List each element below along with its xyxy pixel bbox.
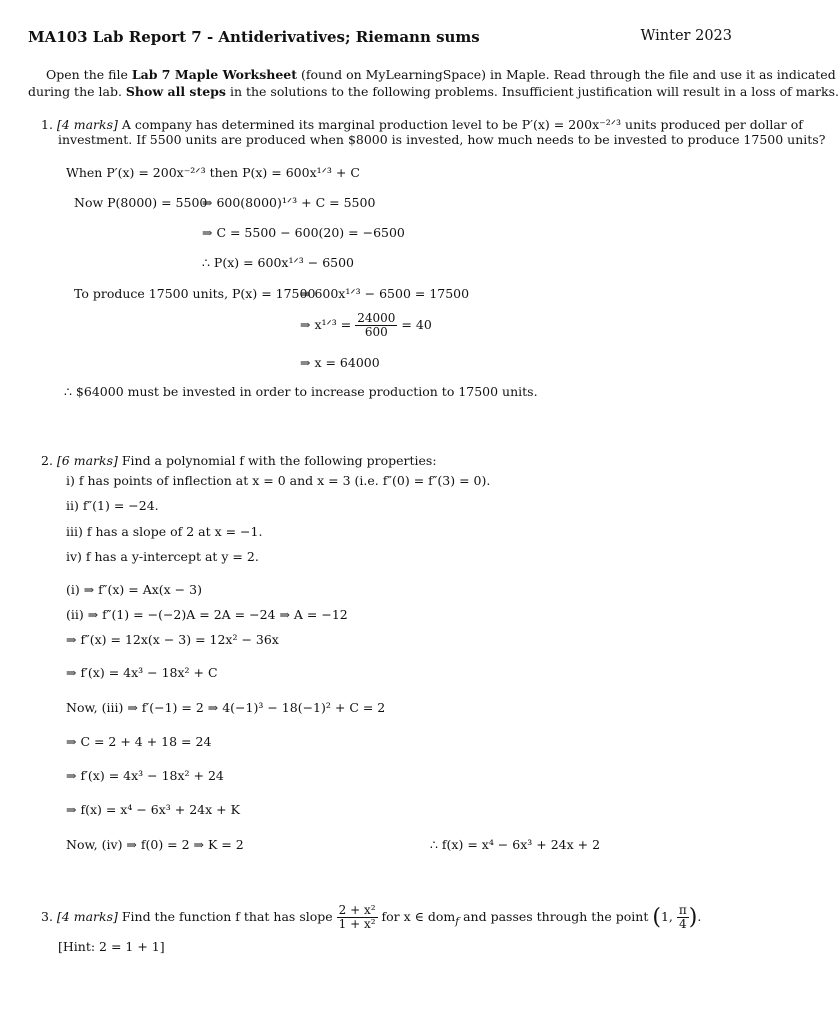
q2-number: 2. <box>41 453 53 468</box>
page-title: MA103 Lab Report 7 - Antiderivatives; Riemann sums <box>28 28 480 46</box>
q3-paren-open: ( <box>652 905 661 930</box>
q3-dom-subscript: f <box>455 915 460 928</box>
q1-statement-line-2: investment. If 5500 units are produced when $8000 is invested, how much needs to be invested to produce 17500 units? <box>58 132 826 147</box>
q1-solution-line: When P′(x) = 200x⁻²ᐟ³ then P(x) = 600x¹ᐟ³ + C <box>66 165 360 180</box>
intro-text: during the lab. <box>28 84 126 99</box>
q3-point-numerator: π <box>678 903 687 917</box>
q1-solution-line: ⇒ x¹ᐟ³ = <box>300 317 352 332</box>
intro-line-2 <box>28 83 839 100</box>
q3-point-denominator: 4 <box>678 917 687 931</box>
q3-text: Find the function f that has slope <box>121 909 333 924</box>
q1-solution-line: ∴ P(x) = 600x¹ᐟ³ − 6500 <box>202 255 355 270</box>
q2-property: iii) f has a slope of 2 at x = −1. <box>66 524 263 539</box>
q3-point-fraction <box>677 904 689 931</box>
intro-file-name: Lab 7 Maple Worksheet <box>131 67 297 82</box>
q2-intro: Find a polynomial f with the following properties: <box>121 453 437 468</box>
q1-solution-line: = 40 <box>401 317 432 332</box>
q1-fraction-numerator: 24000 <box>357 311 396 325</box>
q3-paren-close: ) <box>688 905 698 930</box>
term-label: Winter 2023 <box>640 28 732 44</box>
q3-text: for x ∈ dom <box>381 909 456 924</box>
q1-marks: [4 marks] <box>56 117 118 132</box>
q1-fraction-denominator: 600 <box>364 325 388 339</box>
q2-property: i) f has points of inflection at x = 0 and x = 3 (i.e. f″(0) = f″(3) = 0). <box>66 473 491 488</box>
q2-solution-line: ⇒ C = 2 + 4 + 18 = 24 <box>66 734 212 749</box>
q3-text: and passes through the point <box>463 909 649 924</box>
q2-solution-line: ⇒ f′(x) = 4x³ − 18x² + C <box>66 665 218 680</box>
q2-property: iv) f has a y-intercept at y = 2. <box>66 549 259 564</box>
q1-solution-line: ⇒ C = 5500 − 600(20) = −6500 <box>202 225 405 240</box>
q1-statement: A company has determined its marginal production level to be P′(x) = 200x⁻²ᐟ³ units produced per dollar of <box>121 117 803 132</box>
q1-solution-line: ⇒ 600(8000)¹ᐟ³ + C = 5500 <box>202 195 376 210</box>
q2-property: ii) f″(1) = −24. <box>66 498 159 513</box>
q3-point-a: 1, <box>660 909 673 924</box>
intro-show-steps: Show all steps <box>125 84 226 99</box>
q2-answer: ∴ f(x) = x⁴ − 6x³ + 24x + 2 <box>430 837 601 852</box>
q3-text: . <box>697 909 702 924</box>
intro-text: Open the file <box>46 67 132 82</box>
intro-text: (found on MyLearningSpace) in Maple. Read through the file and use it as indicated <box>297 67 836 82</box>
q1-number: 1. <box>41 117 53 132</box>
q3-number: 3. <box>41 909 53 924</box>
q3-hint: [Hint: 2 = 1 + 1] <box>58 939 165 954</box>
q2-solution-line: ⇒ f″(x) = 12x(x − 3) = 12x² − 36x <box>66 632 279 647</box>
q2-solution-line: (i) ⇒ f″(x) = Ax(x − 3) <box>66 582 202 597</box>
q1-solution-line: Now P(8000) = 5500 <box>74 195 208 210</box>
q2-solution-line: ⇒ f(x) = x⁴ − 6x³ + 24x + K <box>66 802 240 817</box>
q2-solution-line: ⇒ f′(x) = 4x³ − 18x² + 24 <box>66 768 224 783</box>
q1-fraction-line <box>300 312 432 339</box>
q2-solution-line: (ii) ⇒ f″(1) = −(−2)A = 2A = −24 ⇒ A = −12 <box>66 607 348 622</box>
q2-solution-line: Now, (iii) ⇒ f′(−1) = 2 ⇒ 4(−1)³ − 18(−1)² + C = 2 <box>66 700 386 715</box>
q1-fraction <box>355 312 397 339</box>
q3-slope-denominator: 1 + x² <box>338 917 376 931</box>
q3-slope-fraction <box>337 904 378 931</box>
q1-conclusion: ∴ $64000 must be invested in order to increase production to 17500 units. <box>64 384 538 399</box>
q2-solution-line: Now, (iv) ⇒ f(0) = 2 ⇒ K = 2 <box>66 837 244 852</box>
q1-solution-line: ⇒ x = 64000 <box>300 355 380 370</box>
q2-marks: [6 marks] <box>56 453 118 468</box>
q1-solution-line: ⇒ 600x¹ᐟ³ − 6500 = 17500 <box>300 286 470 301</box>
intro-text: in the solutions to the following problems. Insufficient justification will result in a loss of marks. <box>225 84 839 99</box>
intro-line-1 <box>46 66 836 83</box>
q2-line-1 <box>41 452 437 469</box>
q3-marks: [4 marks] <box>56 909 118 924</box>
q1-solution-line: To produce 17500 units, P(x) = 17500 <box>74 286 316 301</box>
q3-slope-numerator: 2 + x² <box>338 903 376 917</box>
q3-line-1 <box>41 904 701 931</box>
